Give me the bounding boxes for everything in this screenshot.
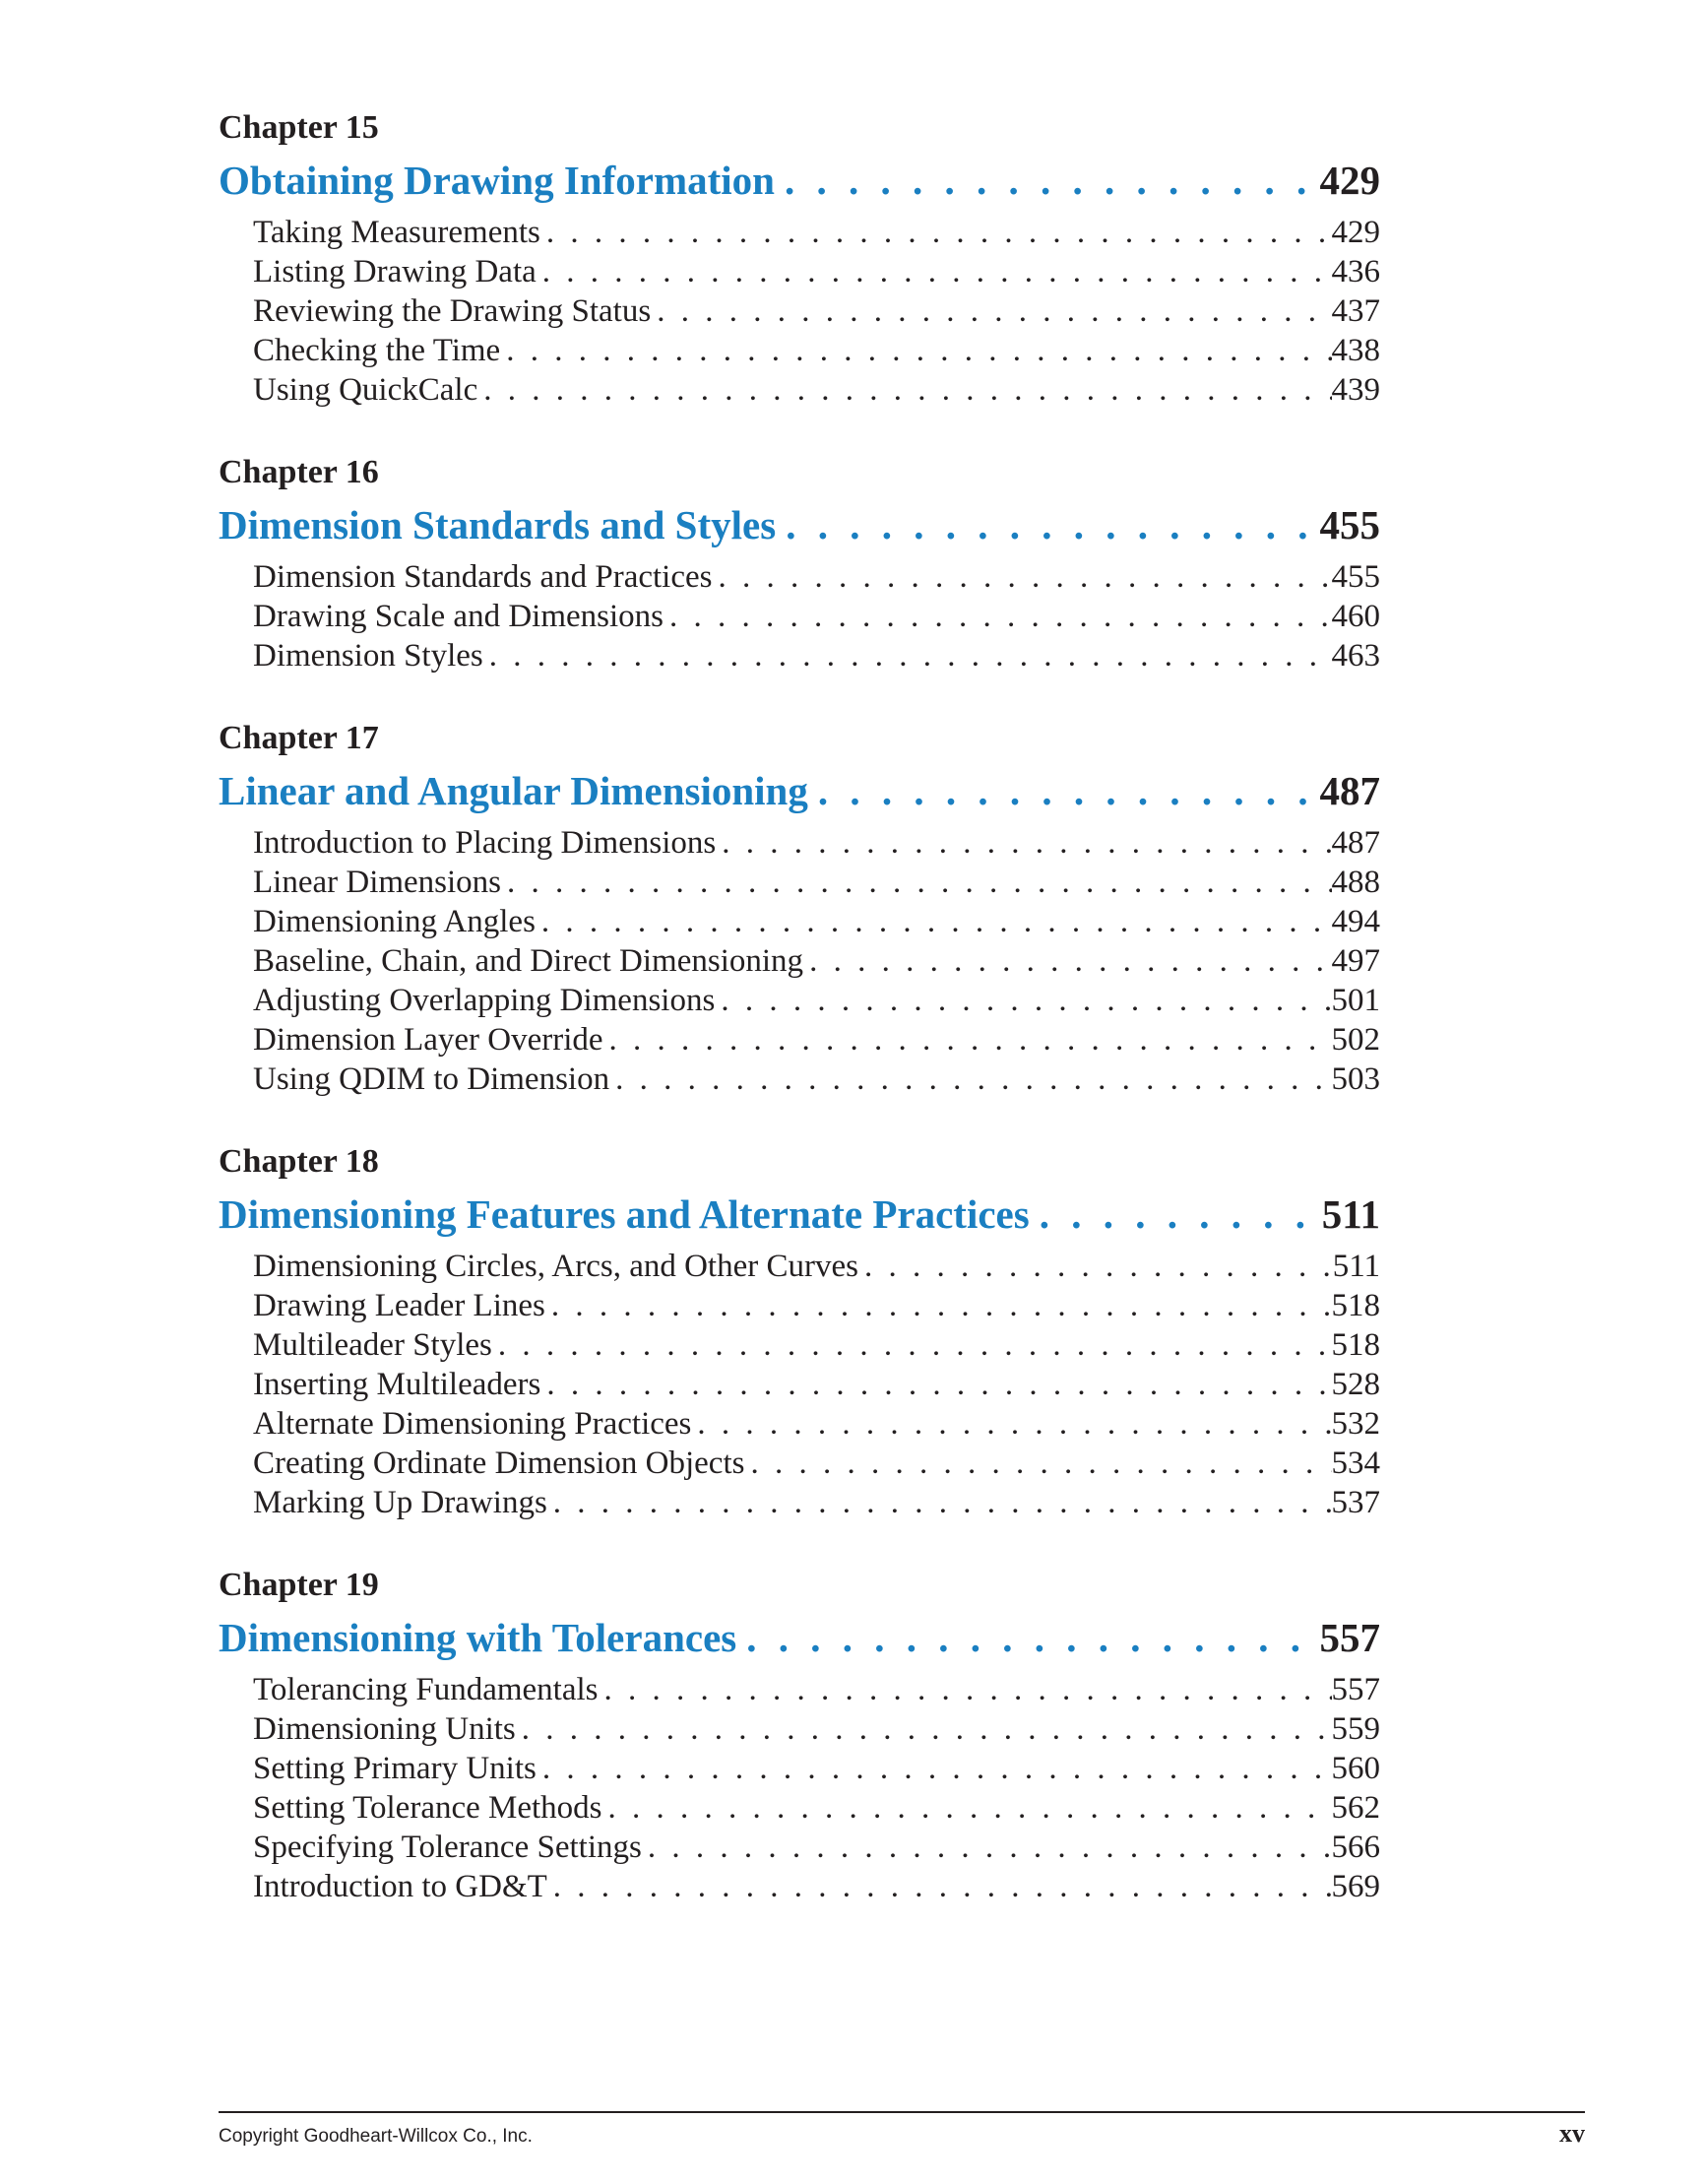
- dot-leader: [546, 213, 1332, 252]
- section-title: Creating Ordinate Dimension Objects: [253, 1445, 745, 1481]
- section-page-number: 429: [1331, 215, 1380, 250]
- section-page-number: 439: [1331, 372, 1380, 408]
- dot-leader: [718, 557, 1331, 597]
- list-item[interactable]: [253, 557, 1380, 597]
- list-item[interactable]: [253, 1709, 1380, 1749]
- chapter-label: Chapter 15: [219, 109, 379, 146]
- dot-leader: [604, 1670, 1332, 1709]
- section-page-number: 518: [1331, 1288, 1380, 1323]
- dot-leader: [785, 152, 1320, 209]
- dot-leader: [553, 1483, 1332, 1522]
- dot-leader: [489, 636, 1332, 675]
- dot-leader: [648, 1828, 1332, 1867]
- section-title: Using QDIM to Dimension: [253, 1061, 610, 1097]
- chapter-page-number: 455: [1319, 502, 1380, 547]
- dot-leader: [546, 1365, 1331, 1404]
- list-item[interactable]: [253, 1483, 1380, 1522]
- list-item[interactable]: [253, 213, 1380, 252]
- list-item[interactable]: [253, 291, 1380, 331]
- list-item[interactable]: [253, 941, 1380, 981]
- chapter-label: Chapter 16: [219, 454, 379, 490]
- dot-leader: [551, 1286, 1332, 1325]
- chapter-15: [219, 104, 1380, 410]
- list-item[interactable]: [253, 1788, 1380, 1828]
- section-title: Linear Dimensions: [253, 865, 502, 900]
- list-item[interactable]: [253, 1828, 1380, 1867]
- section-title: Alternate Dimensioning Practices: [253, 1406, 692, 1442]
- section-title: Baseline, Chain, and Direct Dimensioning: [253, 943, 804, 979]
- dot-leader: [669, 597, 1332, 636]
- list-item[interactable]: [253, 252, 1380, 291]
- chapter-label: Chapter 18: [219, 1143, 379, 1180]
- list-item[interactable]: [253, 1247, 1380, 1286]
- list-item[interactable]: [253, 1749, 1380, 1788]
- section-page-number: 487: [1331, 825, 1380, 861]
- section-title: Drawing Scale and Dimensions: [253, 599, 663, 634]
- section-page-number: 463: [1331, 638, 1380, 674]
- dot-leader: [498, 1325, 1332, 1365]
- section-page-number: 494: [1331, 904, 1380, 939]
- section-title: Adjusting Overlapping Dimensions: [253, 983, 716, 1018]
- chapter-title[interactable]: Linear and Angular Dimensioning: [219, 768, 808, 813]
- chapter-18: [219, 1138, 1380, 1522]
- dot-leader: [746, 1609, 1319, 1666]
- section-title: Checking the Time: [253, 333, 501, 368]
- dot-leader: [608, 1788, 1332, 1828]
- list-item[interactable]: [253, 1060, 1380, 1099]
- section-page-number: 562: [1331, 1790, 1380, 1826]
- list-item[interactable]: [253, 1670, 1380, 1709]
- chapter-17: [219, 715, 1380, 1099]
- list-item[interactable]: [253, 636, 1380, 675]
- dot-leader: [522, 1709, 1332, 1749]
- list-item[interactable]: [253, 370, 1380, 410]
- section-title: Marking Up Drawings: [253, 1485, 547, 1520]
- chapter-19: [219, 1562, 1380, 1906]
- list-item[interactable]: [253, 823, 1380, 863]
- section-page-number: 566: [1331, 1830, 1380, 1865]
- table-of-contents: [219, 104, 1380, 1946]
- section-title: Dimensioning Units: [253, 1711, 516, 1747]
- dot-leader: [615, 1060, 1331, 1099]
- section-page-number: 460: [1331, 599, 1380, 634]
- list-item[interactable]: [253, 1286, 1380, 1325]
- list-item[interactable]: [253, 1867, 1380, 1906]
- chapter-title-row[interactable]: [219, 1609, 1380, 1666]
- dot-leader: [864, 1247, 1333, 1286]
- list-item[interactable]: [253, 1020, 1380, 1060]
- section-page-number: 501: [1331, 983, 1380, 1018]
- section-title: Dimensioning Circles, Arcs, and Other Curves: [253, 1249, 858, 1284]
- chapter-16: [219, 449, 1380, 675]
- section-page-number: 537: [1331, 1485, 1380, 1520]
- section-page-number: 518: [1331, 1327, 1380, 1363]
- chapter-title-row[interactable]: [219, 762, 1380, 819]
- dot-leader: [541, 902, 1332, 941]
- chapter-label: Chapter 19: [219, 1567, 379, 1603]
- dot-leader: [609, 1020, 1332, 1060]
- list-item[interactable]: [253, 1325, 1380, 1365]
- section-page-number: 560: [1331, 1751, 1380, 1786]
- section-list: [219, 1247, 1380, 1522]
- section-title: Multileader Styles: [253, 1327, 492, 1363]
- section-title: Dimension Standards and Practices: [253, 559, 713, 595]
- section-title: Introduction to GD&T: [253, 1869, 547, 1904]
- page-number: xv: [1559, 2119, 1585, 2148]
- chapter-title-row[interactable]: [219, 152, 1380, 209]
- chapter-title[interactable]: Dimensioning with Tolerances: [219, 1615, 737, 1660]
- list-item[interactable]: [253, 902, 1380, 941]
- chapter-title[interactable]: Dimension Standards and Styles: [219, 502, 777, 547]
- dot-leader: [722, 823, 1331, 863]
- section-page-number: 534: [1331, 1445, 1380, 1481]
- dot-leader: [506, 331, 1331, 370]
- section-title: Dimensioning Angles: [253, 904, 536, 939]
- section-page-number: 488: [1331, 865, 1380, 900]
- dot-leader: [1040, 1186, 1322, 1243]
- section-title: Taking Measurements: [253, 215, 540, 250]
- dot-leader: [542, 252, 1332, 291]
- section-page-number: 528: [1331, 1367, 1380, 1402]
- copyright-text: Copyright Goodheart-Willcox Co., Inc.: [219, 2126, 533, 2147]
- section-list: [219, 823, 1380, 1099]
- section-title: Introduction to Placing Dimensions: [253, 825, 717, 861]
- dot-leader: [697, 1404, 1331, 1444]
- section-title: Setting Primary Units: [253, 1751, 537, 1786]
- section-page-number: 557: [1331, 1672, 1380, 1707]
- dot-leader: [657, 291, 1331, 331]
- section-title: Reviewing the Drawing Status: [253, 293, 652, 329]
- section-page-number: 502: [1331, 1022, 1380, 1058]
- section-page-number: 455: [1331, 559, 1380, 595]
- list-item[interactable]: [253, 1404, 1380, 1444]
- list-item[interactable]: [253, 331, 1380, 370]
- dot-leader: [721, 981, 1331, 1020]
- section-list: [219, 557, 1380, 675]
- chapter-label: Chapter 17: [219, 720, 379, 756]
- section-title: Tolerancing Fundamentals: [253, 1672, 599, 1707]
- chapter-page-number: 557: [1319, 1615, 1380, 1660]
- section-list: [219, 213, 1380, 410]
- section-page-number: 436: [1331, 254, 1380, 289]
- section-title: Dimension Layer Override: [253, 1022, 603, 1058]
- chapter-title-row[interactable]: [219, 496, 1380, 553]
- dot-leader: [483, 370, 1331, 410]
- dot-leader: [809, 941, 1331, 981]
- section-page-number: 497: [1331, 943, 1380, 979]
- section-title: Specifying Tolerance Settings: [253, 1830, 642, 1865]
- section-page-number: 438: [1331, 333, 1380, 368]
- list-item[interactable]: [253, 1365, 1380, 1404]
- chapter-page-number: 511: [1321, 1191, 1380, 1237]
- dot-leader: [553, 1867, 1332, 1906]
- page-footer: [219, 2111, 1585, 2149]
- list-item[interactable]: [253, 863, 1380, 902]
- section-page-number: 437: [1331, 293, 1380, 329]
- chapter-title[interactable]: Dimensioning Features and Alternate Practices: [219, 1191, 1030, 1237]
- list-item[interactable]: [253, 1444, 1380, 1483]
- section-page-number: 503: [1331, 1061, 1380, 1097]
- section-page-number: 511: [1332, 1249, 1380, 1284]
- chapter-title[interactable]: Obtaining Drawing Information: [219, 158, 775, 203]
- section-title: Inserting Multileaders: [253, 1367, 541, 1402]
- section-title: Setting Tolerance Methods: [253, 1790, 602, 1826]
- list-item[interactable]: [253, 981, 1380, 1020]
- section-page-number: 559: [1331, 1711, 1380, 1747]
- chapter-title-row[interactable]: [219, 1186, 1380, 1243]
- dot-leader: [750, 1444, 1331, 1483]
- chapter-page-number: 487: [1319, 768, 1380, 813]
- dot-leader: [542, 1749, 1332, 1788]
- dot-leader: [818, 762, 1320, 819]
- section-title: Using QuickCalc: [253, 372, 478, 408]
- section-page-number: 532: [1331, 1406, 1380, 1442]
- section-title: Dimension Styles: [253, 638, 483, 674]
- section-title: Drawing Leader Lines: [253, 1288, 545, 1323]
- dot-leader: [786, 496, 1319, 553]
- section-page-number: 569: [1331, 1869, 1380, 1904]
- list-item[interactable]: [253, 597, 1380, 636]
- section-list: [219, 1670, 1380, 1906]
- section-title: Listing Drawing Data: [253, 254, 537, 289]
- chapter-page-number: 429: [1319, 158, 1380, 203]
- dot-leader: [507, 863, 1331, 902]
